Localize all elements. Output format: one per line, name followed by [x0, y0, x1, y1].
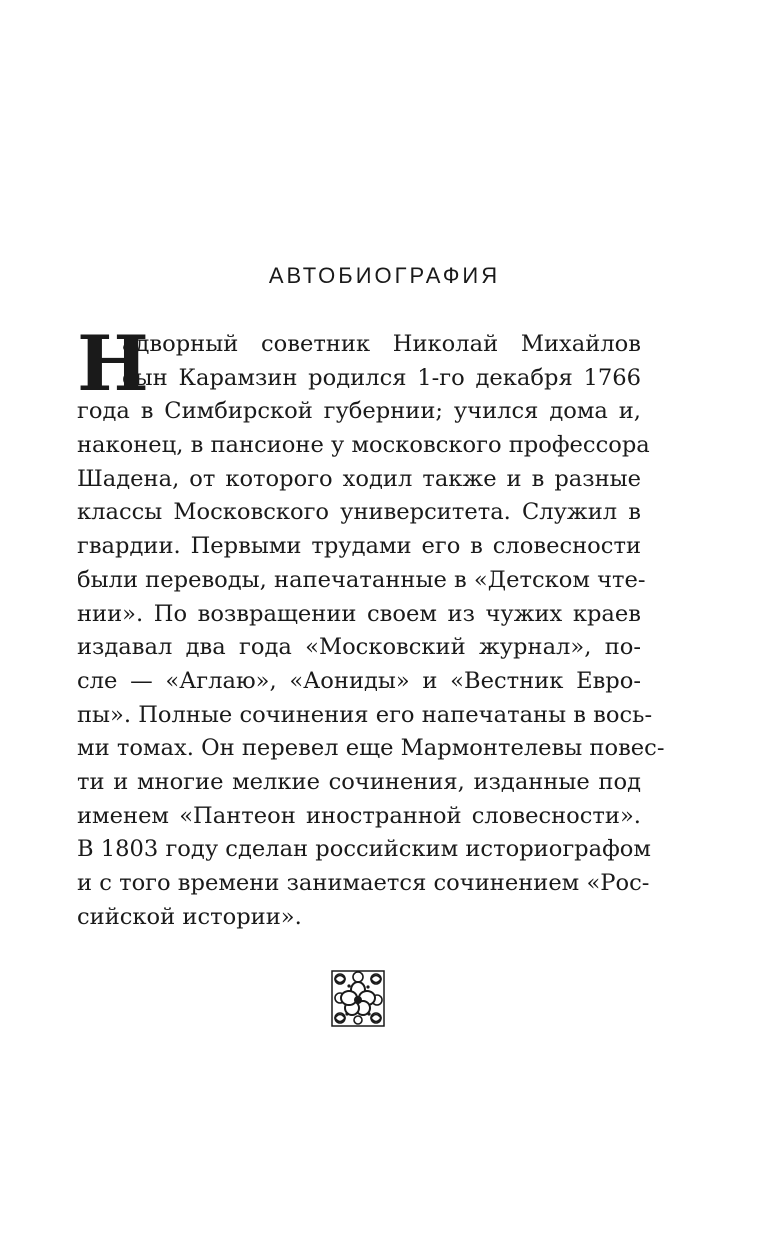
- text-line: нии». По возвращении своем из чужих краев: [77, 600, 641, 627]
- text-line: пы». Полные сочинения его напечатаны в вось-: [77, 701, 653, 728]
- text-line: наконец, в пансионе у московского профессора: [77, 432, 650, 459]
- text-line: Шадена, от которого ходил также и в разные: [77, 465, 641, 492]
- floral-ornament-icon: [331, 970, 385, 1027]
- drop-cap: Н: [77, 319, 149, 408]
- text-line: классы Московского университета. Служил в: [77, 499, 641, 526]
- text-line: ми томах. Он перевел еще Мармонтелевы повес-: [77, 735, 665, 762]
- text-line: ти и многие мелкие сочинения, изданные под: [77, 768, 641, 795]
- text-line: адворный советник Николай Михайлов: [122, 331, 641, 357]
- text-line: сын Карамзин родился 1-го декабря 1766: [122, 364, 641, 391]
- text-line: сийской истории».: [77, 903, 302, 930]
- text-line: гвардии. Первыми трудами его в словесности: [77, 533, 641, 560]
- text-line: и с того времени занимается сочинением «Рос-: [77, 870, 650, 896]
- page-title: АВТОБИОГРАФИЯ: [268, 263, 501, 288]
- text-line: были переводы, напечатанные в «Детском чте-: [77, 566, 646, 593]
- text-line: года в Симбирской губернии; учился дома и,: [77, 398, 641, 425]
- body-text: [77, 319, 665, 934]
- text-line: именем «Пантеон иностранной словесности».: [77, 802, 641, 829]
- text-line: сле — «Аглаю», «Аониды» и «Вестник Евро-: [77, 667, 641, 694]
- text-line: издавал два года «Московский журнал», по-: [77, 634, 641, 661]
- text-line: В 1803 году сделан российским историографом: [77, 836, 651, 863]
